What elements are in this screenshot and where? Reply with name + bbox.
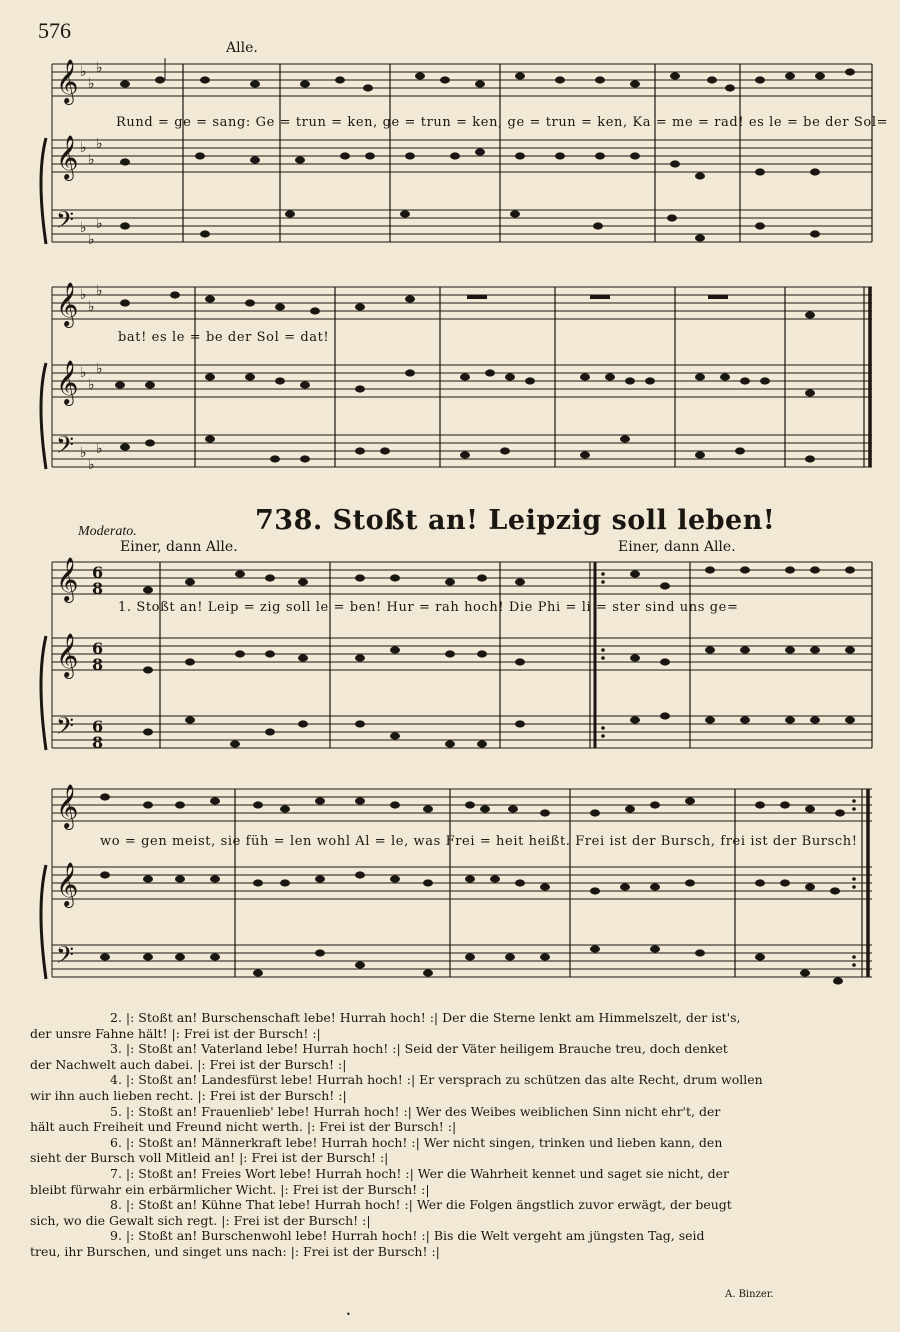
svg-text:♭: ♭ [80,287,87,303]
cue-einer-dann-alle-1: Einer, dann Alle. [120,539,238,555]
svg-text:♭: ♭ [96,361,103,377]
svg-text:♭: ♭ [80,365,87,381]
svg-text:♭: ♭ [80,220,87,236]
cue-einer-dann-alle-2: Einer, dann Alle. [618,539,736,555]
verse-line: 9. |: Stoßt an! Burschenwohl lebe! Hurrah hoch! :| Bis die Welt vergeht am jüngsten Tag, seid [110,1228,705,1244]
verse-line: 3. |: Stoßt an! Vaterland lebe! Hurrah hoch! :| Seid der Väter heiligem Brauche treu, doch denket [110,1041,728,1057]
brace-2 [41,363,46,469]
svg-text:♭: ♭ [96,283,103,299]
bass-clef-icon: 𝄢 [56,941,75,974]
verse-line: sieht der Bursch voll Mitleid an! |: Frei ist der Bursch! :| [30,1150,389,1166]
bass-clef-icon: 𝄢 [56,206,75,239]
verses-block [30,1010,875,1260]
time-sig-top: 6 [92,563,104,582]
page-mark: • [346,1310,351,1319]
lyric-line-prev-2: bat! es le = be der Sol = dat! [118,330,330,345]
treble-clef-icon: 𝄞 [56,282,79,326]
staff-group-1 [0,50,900,250]
music-system-2 [0,275,900,485]
author-credit: A. Binzer. [725,1289,774,1300]
verse-line: 6. |: Stoßt an! Männerkraft lebe! Hurrah hoch! :| Wer nicht singen, trinken und lieben kann, den [110,1134,723,1150]
song-title: Stoßt an! Leipzig soll leben! [332,505,776,536]
brace-1 [41,138,46,244]
svg-text:♭: ♭ [88,76,95,92]
bass-clef-icon: 𝄢 [56,431,75,464]
verse-line: sich, wo die Gewalt sich regt. |: Frei ist der Bursch! :| [30,1212,371,1228]
verse-line: bleibt fürwahr ein erbärmlicher Wicht. |: Frei ist der Bursch! :| [30,1181,430,1197]
staff-vocal-3 [52,562,872,594]
staff-piano-lh-2 [52,435,872,467]
time-sig-top: 6 [92,639,104,658]
treble-clef-icon: 𝄞 [56,557,79,601]
verse-line: 7. |: Stoßt an! Freies Wort lebe! Hurrah hoch! :| Wer die Wahrheit kennet und saget sie nicht, der [110,1165,730,1181]
lyric-line-prev-1: Rund = ge = sang: Ge = trun = ken, ge = trun = ken, ge = trun = ken, Ka = me = rad! es le = be der Sol= [116,115,889,130]
page-number: 576 [38,18,71,43]
svg-text:♭: ♭ [96,60,103,76]
music-system-4 [0,775,900,1000]
svg-text:♭: ♭ [96,216,103,232]
lyric-line-738-1: 1. Stoßt an! Leip = zig soll le = ben! Hur = rah hoch! Die Phi = li = ster sind uns ge= [118,600,739,615]
staff-group-2 [0,275,900,485]
time-sig-bottom: 8 [92,655,104,674]
notes-system-2 [115,291,815,462]
svg-text:♭: ♭ [88,232,95,248]
svg-text:♭: ♭ [80,64,87,80]
verse-line: hält auch Freiheit und Freund nicht werth. |: Frei ist der Bursch! :| [30,1119,457,1135]
svg-text:♭: ♭ [96,441,103,457]
svg-text:♭: ♭ [80,445,87,461]
treble-clef-icon: 𝄞 [56,784,79,828]
staff-group-4 [0,775,900,1000]
treble-clef-icon: 𝄞 [56,360,79,404]
tempo-marking: Moderato. [78,524,137,539]
svg-text:♭: ♭ [88,299,95,315]
verse-line: 8. |: Stoßt an! Kühne That lebe! Hurrah hoch! :| Wer die Folgen ängstlich zuvor erwägt, der beugt [110,1197,732,1213]
staff-vocal-1 [52,64,872,96]
treble-clef-icon: 𝄞 [56,135,79,179]
staff-group-3 [0,548,900,763]
staff-piano-rh-1 [52,140,872,172]
staff-piano-rh-4 [52,867,872,899]
verse-line: 5. |: Stoßt an! Frauenlieb' lebe! Hurrah hoch! :| Wer des Weibes weiblichen Sinn nicht ehr't, der [110,1103,721,1119]
svg-text:♭: ♭ [88,152,95,168]
time-sig-bottom: 8 [92,579,104,598]
staff-piano-lh-1 [52,210,872,242]
verse-line: 4. |: Stoßt an! Landesfürst lebe! Hurrah hoch! :| Er versprach zu schützen das alte Recht, drum wollen [110,1072,763,1088]
song-title-heading [255,505,775,536]
music-system-1 [0,50,900,250]
treble-clef-icon: 𝄞 [56,633,79,677]
svg-text:♭: ♭ [80,140,87,156]
song-number: 738. [255,505,323,536]
svg-text:♭: ♭ [96,136,103,152]
notes-system-1 [120,58,855,242]
svg-text:♭: ♭ [88,457,95,473]
staff-piano-lh-4 [52,945,872,977]
svg-text:♭: ♭ [88,377,95,393]
brace-3 [41,636,46,750]
time-sig-bottom: 8 [92,733,104,752]
bass-clef-icon: 𝄢 [56,712,75,745]
brace-4 [41,865,46,979]
verse-line: der Nachwelt auch dabei. |: Frei ist der Bursch! :| [30,1056,347,1072]
treble-clef-icon: 𝄞 [56,862,79,906]
verse-line: treu, ihr Burschen, und singet uns nach: |: Frei ist der Bursch! :| [30,1243,440,1259]
staff-piano-rh-3 [52,638,872,670]
treble-clef-icon: 𝄞 [56,59,79,103]
verse-line: der unsre Fahne hält! |: Frei ist der Bursch! :| [30,1025,321,1041]
lyric-line-738-2: wo = gen meist, sie füh = len wohl Al = le, was Frei = heit heißt. Frei ist der Bursch, frei ist der Bursch! [100,834,858,849]
cue-alle: Alle. [226,40,258,56]
music-system-3 [0,548,900,763]
verse-line: 2. |: Stoßt an! Burschenschaft lebe! Hurrah hoch! :| Der die Sterne lenkt am Himmelszelt, der ist's, [110,1010,741,1025]
notes-system-4 [100,793,845,984]
verse-line: wir ihn auch lieben recht. |: Frei ist der Bursch! :| [30,1087,347,1103]
time-sig-top: 6 [92,717,104,736]
